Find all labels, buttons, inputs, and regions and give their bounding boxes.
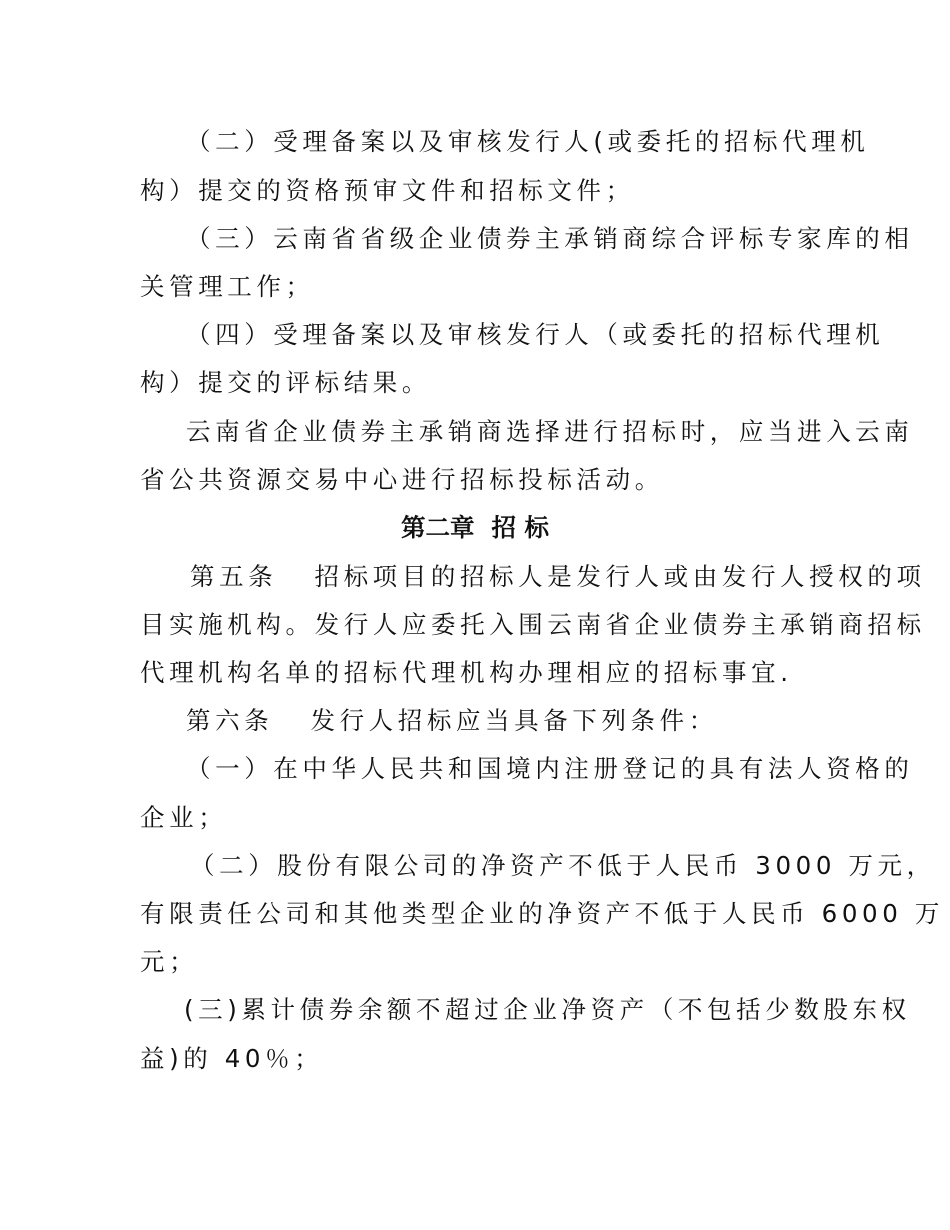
text-line: 企业；: [140, 803, 228, 832]
text-line: 关管理工作；: [140, 272, 315, 301]
text-line: 第六条 发行人招标应当具备下列条件：: [186, 706, 718, 735]
text-line: （二）股份有限公司的净资产不低于人民币 3000 万元，: [190, 851, 936, 880]
text-line: 代理机构名单的招标代理机构办理相应的招标事宜.: [140, 658, 793, 687]
text-line: 目实施机构。发行人应委托入围云南省企业债券主承销商招标: [140, 610, 926, 639]
text-line: 第五条 招标项目的招标人是发行人或由发行人授权的项: [190, 562, 926, 591]
text-line: （一）在中华人民共和国境内注册登记的具有法人资格的: [186, 754, 914, 783]
text-line: 构）提交的资格预审文件和招标文件；: [140, 176, 635, 205]
text-line: （四）受理备案以及审核发行人（或委托的招标代理机: [186, 320, 885, 349]
text-line: 有限责任公司和其他类型企业的净资产不低于人民币 6000 万: [140, 899, 944, 928]
text-line: 益)的 40％；: [140, 1044, 324, 1073]
chapter-heading: 第二章 招 标: [400, 513, 550, 542]
text-line: 构）提交的评标结果。: [140, 368, 431, 397]
text-line: （二）受理备案以及审核发行人(或委托的招标代理机: [186, 127, 870, 156]
text-line: (三)累计债券余额不超过企业净资产（不包括少数股东权: [184, 995, 911, 1024]
text-line: 省公共资源交易中心进行招标投标活动。: [140, 465, 664, 494]
text-line: （三）云南省省级企业债券主承销商综合评标专家库的相: [186, 224, 914, 253]
text-line: 云南省企业债券主承销商选择进行招标时，应当进入云南: [186, 417, 914, 446]
text-line: 元；: [140, 947, 199, 976]
